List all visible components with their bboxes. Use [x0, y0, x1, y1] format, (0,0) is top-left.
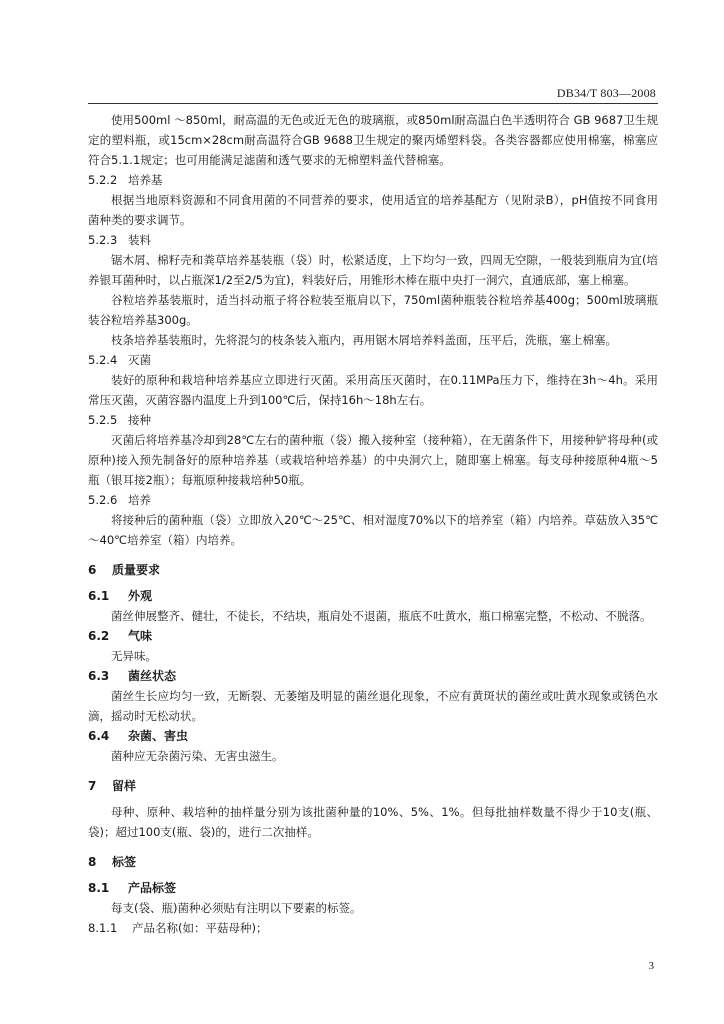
section-title: 质量要求 [112, 563, 161, 577]
section-number: 6.3 [88, 669, 110, 683]
paragraph-inoculation: 灭菌后将培养基冷却到28℃左右的菌种瓶（袋）搬入接种室（接种箱），在无菌条件下，用接种铲将母种(或原种)接入预先制备好的原种培养基（或栽培种培养基）的中央洞穴上，随即塞上棉塞。每支母种接原种4瓶～5瓶（银耳接2瓶）；每瓶原种接栽培种50瓶。 [88, 433, 658, 487]
section-number: 7 [88, 779, 97, 793]
paragraph-fill-grain: 谷粒培养基装瓶时，适当抖动瓶子将谷粒装至瓶肩以下，750ml菌种瓶装谷粒培养基400g；500ml玻璃瓶装谷粒培养基300g。 [88, 293, 658, 327]
paragraph-mycelium: 菌丝生长应均匀一致，无断裂、无萎缩及明显的菌丝退化现象，不应有黄斑状的菌丝或吐黄水现象或锈色水滴，摇动时无松动状。 [88, 689, 658, 723]
section-title: 培养 [128, 493, 151, 507]
section-title: 气味 [128, 629, 153, 643]
section-number: 6.1 [88, 589, 110, 603]
section-number: 6.4 [88, 729, 110, 743]
section-number: 5.2.3 [88, 233, 118, 247]
paragraph-culture: 将接种后的菌种瓶（袋）立即放入20℃～25℃、相对湿度70%以下的培养室（箱）内培养。草菇放入35℃～40℃培养室（箱）内培养。 [88, 513, 658, 547]
section-6-3-heading [88, 666, 658, 686]
section-5-2-4-heading [88, 350, 658, 370]
header-rule [88, 103, 658, 104]
section-title: 留样 [112, 779, 137, 793]
paragraph-smell: 无异味。 [111, 649, 157, 663]
section-number: 6.2 [88, 629, 110, 643]
section-5-2-6-heading [88, 490, 658, 510]
section-8-1-heading [88, 878, 658, 898]
paragraph-fill-branch: 枝条培养基装瓶时，先将混匀的枝条装入瓶内，再用锯木屑培养料盖面，压平后，洗瓶，塞上棉塞。 [111, 333, 617, 347]
section-title: 培养基 [128, 173, 163, 187]
section-number: 8 [88, 855, 97, 869]
section-title: 装料 [128, 233, 151, 247]
section-6-4-heading [88, 726, 658, 746]
section-5-2-2-heading [88, 170, 658, 190]
section-number: 5.2.5 [88, 413, 118, 427]
section-title: 外观 [128, 589, 153, 603]
document-body [88, 110, 658, 938]
section-6-heading [88, 560, 658, 580]
section-number: 5.2.6 [88, 493, 118, 507]
section-number: 8.1.1 [88, 921, 118, 935]
page-number: 3 [648, 960, 654, 972]
paragraph-sterilization: 装好的原种和栽培种培养基应立即进行灭菌。采用高压灭菌时，在0.11MPa压力下，维持在3h～4h。采用常压灭菌，灭菌容器内温度上升到100℃后，保持16h～18h左右。 [88, 373, 658, 407]
section-8-1-1-item [88, 918, 658, 938]
section-number: 6 [88, 563, 97, 577]
section-number: 5.2.4 [88, 353, 118, 367]
section-6-1-heading [88, 586, 658, 606]
section-title: 菌丝状态 [128, 669, 177, 683]
section-8-heading [88, 852, 658, 872]
paragraph-sampling: 母种、原种、栽培种的抽样量分别为该批菌种量的10%、5%、1%。但每批抽样数量不得少于10支(瓶、袋)；超过100支(瓶、袋)的，进行二次抽样。 [88, 805, 658, 839]
paragraph-fill-sawdust: 锯木屑、棉籽壳和粪草培养基装瓶（袋）时，松紧适度，上下均匀一致，四周无空隙，一般装到瓶肩为宜(培养银耳菌种时，以占瓶深1/2至2/5为宜)，料装好后，用锥形木棒在瓶中央打一洞穴，直通底部，塞上棉塞。 [88, 253, 658, 287]
section-5-2-5-heading [88, 410, 658, 430]
item-text: 产品名称(如：平菇母种)； [132, 921, 268, 935]
paragraph-appearance: 菌丝伸展整齐、健壮，不徒长，不结块，瓶肩处不退菌，瓶底不吐黄水，瓶口棉塞完整，不松动、不脱落。 [111, 609, 652, 623]
paragraph-containers: 使用500ml ～850ml，耐高温的无色或近无色的玻璃瓶，或850ml耐高温白色半透明符合 GB 9687卫生规定的塑料瓶，或15cm×28cm耐高温符合GB 9688卫生规定的聚丙烯塑料袋。各类容器都应使用棉塞，棉塞应符合5.1.1规定；也可用能满足滤菌和透气要求的无棉塑料盖代替棉塞。 [88, 113, 658, 167]
paragraph-contamination: 菌种应无杂菌污染、无害虫滋生。 [111, 749, 284, 763]
paragraph-label: 每支(袋、瓶)菌种必须贴有注明以下要素的标签。 [111, 901, 362, 915]
section-7-heading [88, 776, 658, 796]
section-title: 标签 [112, 855, 137, 869]
section-title: 杂菌、害虫 [128, 729, 189, 743]
paragraph-medium: 根据当地原料资源和不同食用菌的不同营养的要求，使用适宜的培养基配方（见附录B），pH值按不同食用菌种类的要求调节。 [88, 193, 658, 227]
section-title: 灭菌 [128, 353, 151, 367]
document-code: DB34/T 803—2008 [556, 86, 656, 100]
section-title: 接种 [128, 413, 151, 427]
section-5-2-3-heading [88, 230, 658, 250]
section-title: 产品标签 [128, 881, 177, 895]
section-number: 5.2.2 [88, 173, 118, 187]
section-6-2-heading [88, 626, 658, 646]
section-number: 8.1 [88, 881, 110, 895]
